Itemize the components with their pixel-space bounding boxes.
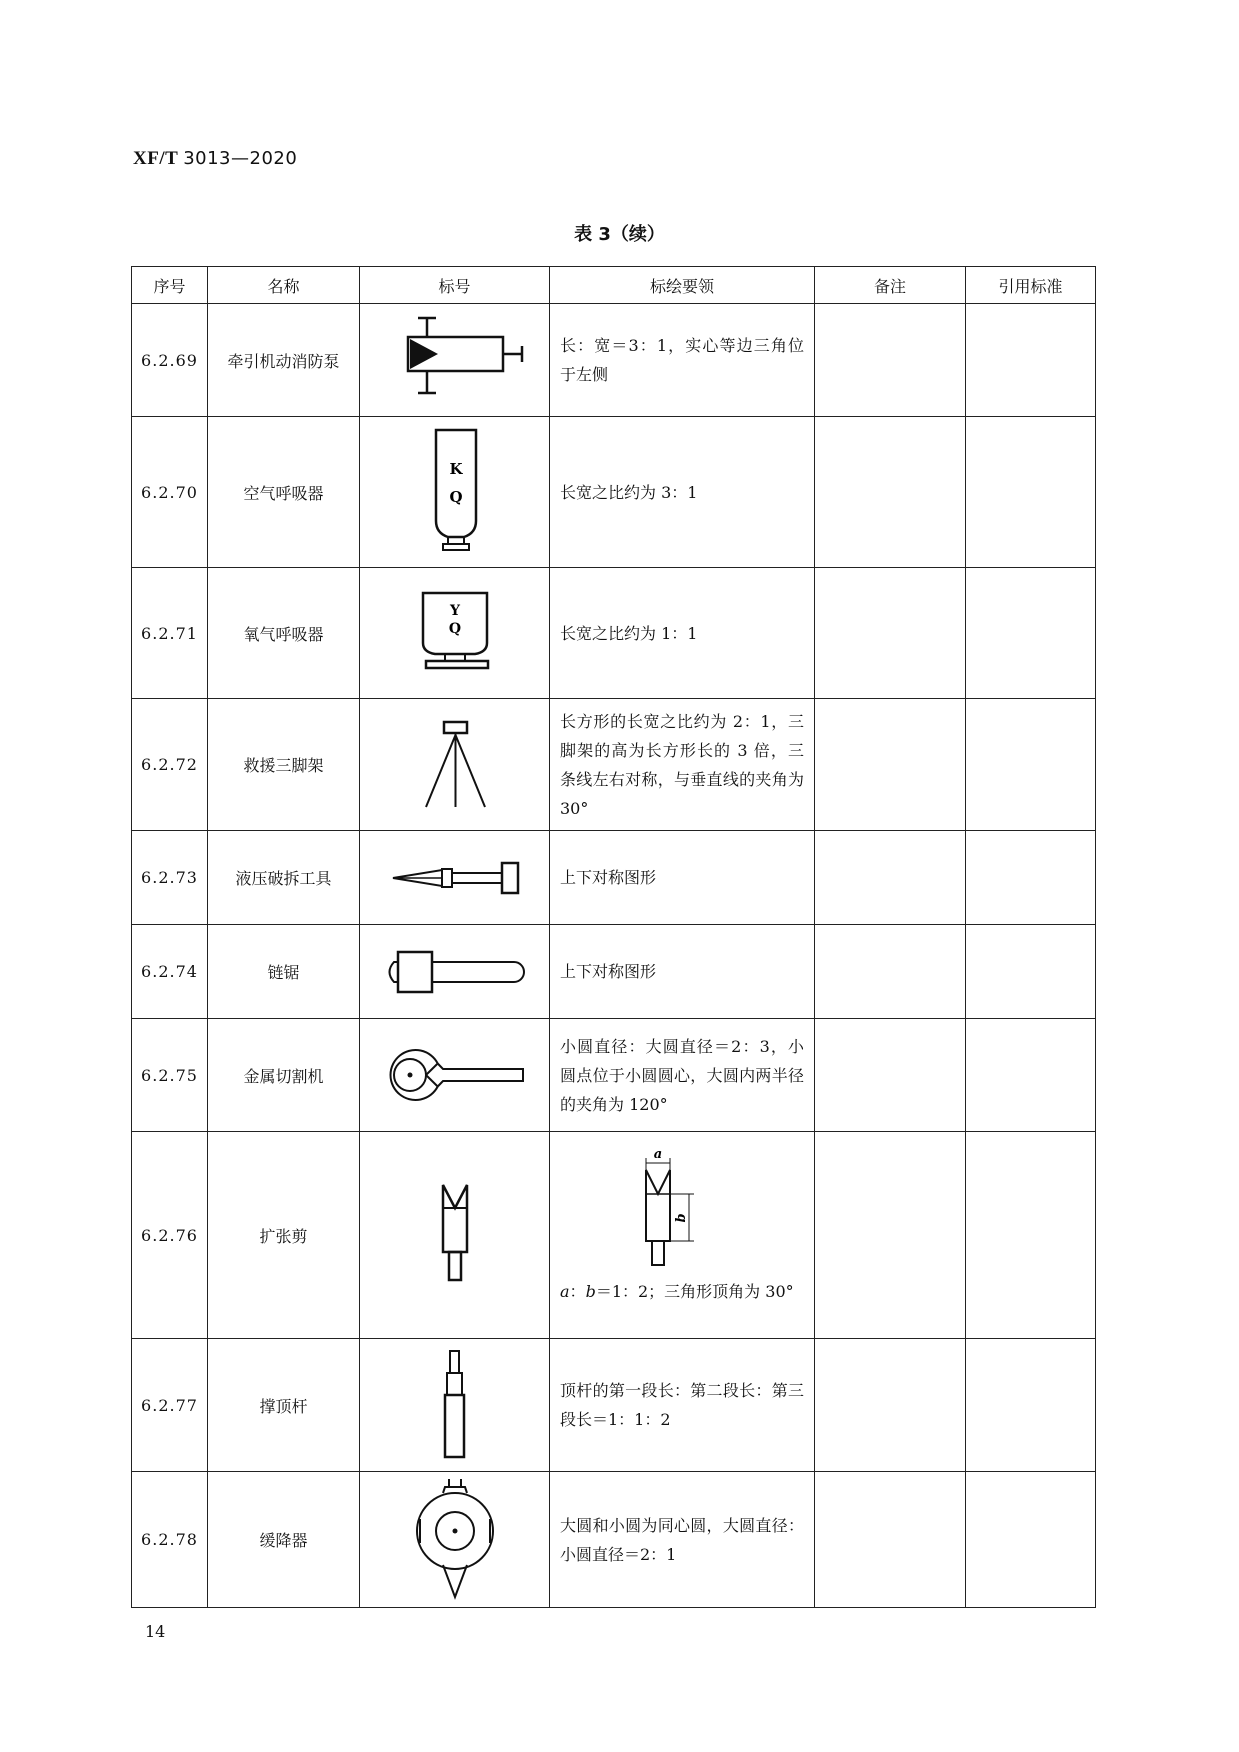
table-row bbox=[132, 831, 1096, 925]
spreader-cutter-diagram bbox=[632, 1146, 732, 1271]
row-reference bbox=[966, 1339, 1096, 1472]
row-requirements: 上下对称图形 bbox=[550, 831, 815, 925]
col-header-reference: 引用标准 bbox=[966, 267, 1096, 304]
table-row bbox=[132, 925, 1096, 1019]
row-number: 6.2.74 bbox=[132, 925, 208, 1019]
row-number: 6.2.73 bbox=[132, 831, 208, 925]
row-reference bbox=[966, 925, 1096, 1019]
row-name: 氧气呼吸器 bbox=[208, 568, 360, 699]
col-header-no: 序号 bbox=[132, 267, 208, 304]
dimension-label-b: b bbox=[674, 1213, 689, 1223]
row-symbol bbox=[360, 1019, 550, 1132]
row-symbol bbox=[360, 699, 550, 831]
table-row bbox=[132, 699, 1096, 831]
row-remarks bbox=[815, 1132, 966, 1339]
row-remarks bbox=[815, 699, 966, 831]
row-requirements: 小圆直径：大圆直径＝2：3，小圆点位于小圆圆心，大圆内两半径的夹角为 120° bbox=[550, 1019, 815, 1132]
row-requirements: 大圆和小圆为同心圆，大圆直径：小圆直径＝2：1 bbox=[550, 1472, 815, 1608]
row-symbol bbox=[360, 417, 550, 568]
row-remarks bbox=[815, 304, 966, 417]
row-requirements: 长方形的长宽之比约为 2：1，三脚架的高为长方形长的 3 倍，三条线左右对称，与垂直线的夹角为 30° bbox=[550, 699, 815, 831]
standard-code-number: 3013—2020 bbox=[183, 148, 298, 169]
tow-pump-icon bbox=[385, 315, 525, 405]
row-reference bbox=[966, 304, 1096, 417]
row-reference bbox=[966, 1472, 1096, 1608]
row-symbol bbox=[360, 304, 550, 417]
row-requirements: 长宽之比约为 1：1 bbox=[550, 568, 815, 699]
row-remarks bbox=[815, 925, 966, 1019]
table-row bbox=[132, 1132, 1096, 1339]
row-remarks bbox=[815, 1019, 966, 1132]
row-name: 扩张剪 bbox=[208, 1132, 360, 1339]
row-requirements: 长宽之比约为 3：1 bbox=[550, 417, 815, 568]
standard-code bbox=[133, 148, 297, 170]
page-number: 14 bbox=[145, 1622, 166, 1641]
var-a: a bbox=[560, 1282, 570, 1301]
ram-rod-icon bbox=[435, 1348, 475, 1463]
row-number: 6.2.71 bbox=[132, 568, 208, 699]
row-requirements: 上下对称图形 bbox=[550, 925, 815, 1019]
table-row bbox=[132, 568, 1096, 699]
row-name: 缓降器 bbox=[208, 1472, 360, 1608]
row-remarks bbox=[815, 417, 966, 568]
row-symbol bbox=[360, 831, 550, 925]
row-remarks bbox=[815, 1339, 966, 1472]
dimension-label-a: a bbox=[653, 1147, 663, 1162]
row-symbol bbox=[360, 1132, 550, 1339]
oxygen-breathing-apparatus-icon bbox=[415, 588, 495, 678]
row-name: 液压破拆工具 bbox=[208, 831, 360, 925]
row-number: 6.2.75 bbox=[132, 1019, 208, 1132]
row-name: 链锯 bbox=[208, 925, 360, 1019]
symbol-letter-q: Q bbox=[448, 488, 463, 506]
row-symbol bbox=[360, 568, 550, 699]
row-requirements bbox=[550, 1132, 815, 1339]
metal-cutter-icon bbox=[385, 1040, 525, 1110]
row-reference bbox=[966, 831, 1096, 925]
row-number: 6.2.76 bbox=[132, 1132, 208, 1339]
row-name: 救援三脚架 bbox=[208, 699, 360, 831]
row-remarks bbox=[815, 568, 966, 699]
row-reference bbox=[966, 417, 1096, 568]
hydraulic-breaking-tool-icon bbox=[390, 858, 520, 898]
table-header-row bbox=[132, 267, 1096, 304]
row-number: 6.2.77 bbox=[132, 1339, 208, 1472]
row-number: 6.2.78 bbox=[132, 1472, 208, 1608]
row-remarks bbox=[815, 831, 966, 925]
var-b: b bbox=[585, 1282, 596, 1301]
symbol-letter-y: Y bbox=[449, 603, 460, 619]
table-row bbox=[132, 417, 1096, 568]
row-requirements: 顶杆的第一段长：第二段长：第三段长＝1：1：2 bbox=[550, 1339, 815, 1472]
table-row bbox=[132, 1019, 1096, 1132]
requirements-text: a：b＝1：2；三角形顶角为 30° bbox=[560, 1282, 794, 1301]
row-number: 6.2.69 bbox=[132, 304, 208, 417]
row-requirements: 长：宽＝3：1，实心等边三角位于左侧 bbox=[550, 304, 815, 417]
symbol-letter-k: K bbox=[448, 460, 463, 478]
chainsaw-icon bbox=[382, 947, 527, 997]
col-header-name: 名称 bbox=[208, 267, 360, 304]
descent-control-device-icon bbox=[415, 1477, 495, 1602]
table-row bbox=[132, 1339, 1096, 1472]
row-name: 撑顶杆 bbox=[208, 1339, 360, 1472]
symbol-table bbox=[131, 266, 1096, 1608]
symbol-letter-q: Q bbox=[448, 621, 461, 637]
col-header-requirements: 标绘要领 bbox=[550, 267, 815, 304]
row-reference bbox=[966, 568, 1096, 699]
air-breathing-apparatus-icon bbox=[420, 427, 490, 557]
spreader-cutter-icon bbox=[430, 1180, 480, 1290]
row-reference bbox=[966, 1132, 1096, 1339]
row-symbol bbox=[360, 1472, 550, 1608]
row-name: 牵引机动消防泵 bbox=[208, 304, 360, 417]
table-title: 表 3（续） bbox=[574, 224, 665, 245]
table-row bbox=[132, 304, 1096, 417]
row-reference bbox=[966, 1019, 1096, 1132]
row-symbol bbox=[360, 1339, 550, 1472]
row-name: 金属切割机 bbox=[208, 1019, 360, 1132]
rescue-tripod-icon bbox=[420, 719, 490, 811]
row-remarks bbox=[815, 1472, 966, 1608]
row-name: 空气呼吸器 bbox=[208, 417, 360, 568]
row-number: 6.2.70 bbox=[132, 417, 208, 568]
table-row bbox=[132, 1472, 1096, 1608]
row-symbol bbox=[360, 925, 550, 1019]
row-reference bbox=[966, 699, 1096, 831]
row-number: 6.2.72 bbox=[132, 699, 208, 831]
requirements-rest: ＝1：2；三角形顶角为 30° bbox=[595, 1282, 794, 1301]
standard-code-prefix: XF/T bbox=[133, 148, 178, 169]
col-header-remarks: 备注 bbox=[815, 267, 966, 304]
col-header-symbol: 标号 bbox=[360, 267, 550, 304]
